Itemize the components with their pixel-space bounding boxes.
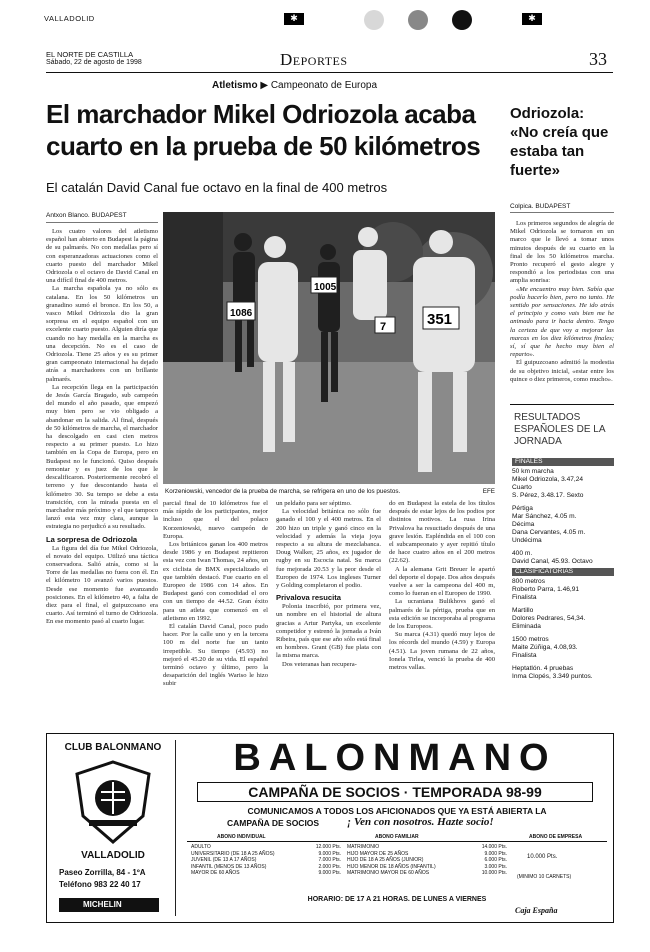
result-line: S. Pérez, 3.48.17. Sexto	[512, 492, 584, 499]
price-label: INFANTIL (MENOS DE 13 AÑOS)	[191, 863, 267, 870]
result-line: David Canal, 45.93. Octavo	[512, 558, 593, 565]
subheading-sorpresa: La sorpresa de Odriozola	[46, 534, 138, 544]
edition-label: VALLADOLID	[44, 14, 95, 23]
result-line: Eliminada	[512, 623, 541, 630]
paragraph: Polonia inscribió, por primera vez, un nombre en el historial de altura gracias a Artur Partyka, un excelente competidor y estrenó la jornada a Iván Ribeira, país que ese año sólo está final en hombres. Grant (GB) fue plata con la misma marca.	[276, 603, 381, 660]
photo-credit: EFE	[482, 488, 495, 495]
color-dot-mid	[408, 10, 428, 30]
clasificatorias-bar: CLASIFICATORIAS	[512, 568, 614, 576]
race-photo	[163, 212, 495, 484]
sidebar-author: Colpica	[510, 203, 532, 210]
family-prices	[347, 844, 507, 877]
club-city: VALLADOLID	[81, 850, 145, 861]
table-head: ABONO DE EMPRESA	[529, 834, 583, 840]
price-label: ADULTO	[191, 844, 211, 850]
subheading-privalova: Privalova resucita	[276, 593, 342, 603]
club-name: CLUB BALONMANO	[64, 742, 162, 753]
price-label: UNIVERSITARIO (DE 18 A 25 AÑOS)	[191, 850, 275, 857]
result-line: 1500 metros	[512, 636, 549, 643]
result-line: Décima	[512, 521, 535, 528]
race-photo-svg	[163, 212, 495, 484]
bib-number: 1086	[230, 308, 253, 319]
paragraph: El catalán David Canal, poco pudo hacer. Por la calle uno y en la tercera 100 m del norte fue un tanto irrepetible. Su tiempo (45.93) no mejoró el 45.20 de su vida. El español terminó octavo y último, pero la desaparición del inglés Wariso le hizo subir	[163, 623, 268, 688]
bib-number: 1005	[314, 282, 337, 293]
result-line: Undécima	[512, 537, 542, 544]
result-line: Martillo	[512, 607, 534, 614]
byline-place: BUDAPEST	[91, 212, 127, 219]
result-line: Maite Zúñiga, 4.08,93.	[512, 644, 578, 651]
ad-notice-1: COMUNICAMOS A TODOS LOS AFICIONADOS QUE YA ESTÁ ABIERTA LA	[247, 806, 547, 816]
price-label: MATRIMONIO	[347, 844, 380, 850]
club-crest-icon	[73, 760, 153, 844]
result-line: Finalista	[512, 594, 537, 601]
paper-name: EL NORTE DE CASTILLA	[46, 50, 134, 59]
column-2	[163, 500, 268, 689]
result-line: Finalista	[512, 652, 537, 659]
masthead-rule	[46, 72, 613, 73]
results-box-title: RESULTADOS ESPAÑOLES DE LA JORNADA	[514, 412, 605, 447]
finales-bar: FINALES	[512, 458, 614, 466]
result-line: Heptatlón. 4 pruebas	[512, 665, 574, 672]
result-line: Dolores Pedrares, 54,34.	[512, 615, 586, 622]
result-line: Pértiga	[512, 505, 533, 512]
photo-caption	[165, 488, 495, 495]
subhead: El catalán David Canal fue octavo en la final de 400 metros	[46, 180, 388, 195]
table-head: ABONO INDIVIDUAL	[217, 834, 266, 840]
price-value: 9.000 Pts.	[318, 870, 341, 877]
price-value: 9.000 Pts.	[484, 850, 507, 857]
paragraph: Su marca (4.31) quedó muy lejos de los récords del mundo (4.59) y Europa (4.51). La joven rumana de 22 años, Ionela Tirlea, venció la prueba de 400 metros vallas.	[389, 631, 495, 672]
paragraph: La marcha española ya no sólo es catalana. En los 50 kilómetros un granadino sumó el bronce. En los 50, a vasco Mikel Odriozola dio la gran sorpresa en el equipo español con un excelente cuarto puesto. Alguien diría que cuando no hay medalla en la marcha es una decepción. No es el caso de Odriozola. Tiene 25 años y es su primer gran campeonato internacional ha dejado atrás a marchadores con un brillante palmarés.	[46, 285, 158, 383]
sidebar-box-rule	[510, 404, 614, 405]
column-1	[46, 228, 158, 627]
bank-name: Caja España	[515, 906, 558, 915]
ad-campaign: CAMPAÑA DE SOCIOS · TEMPORADA 98-99	[197, 782, 593, 802]
price-value: 2.000 Pts.	[318, 863, 341, 870]
registration-mark-left: ✱	[284, 13, 304, 25]
paragraph: El guipuzcoano admitió la modestia de su objetivo inicial, «estar entre los quince o diez primeros, como mucho».	[510, 359, 614, 383]
sidebar-rule	[510, 212, 614, 213]
individual-prices	[191, 844, 341, 877]
price-value: 14.000 Pts.	[481, 844, 507, 850]
paragraph: La recepción llega en la participación de Jesús García Bragado, sub campeón del mundo el año pasado, que empezó muy bien pero se vio obligado a abandonar en la salida. Al final, después de 50 kilómetros de marcha, el marchador ha descolgado en casi cien metros respecto a su primer puesto. Lo hizo también en la Copa de Europa, pero en Budapest no le funcionó. Quiso después remontar y es juez de los que le descalificaron. Posteriormente recobró el terreno y fue descontando hasta el kilómetro 30. Su tempo se debe a esta transición, con la mirada puesta en el marchador más próximo y el que tampoco lanzó esta vez muy clara, aunque la estrategia no perjudicó a su resultado.	[46, 383, 158, 531]
ad-slogan: ¡ Ven con nosotros. Hazte socio!	[347, 816, 494, 828]
sidebar-title: Odriozola: «No creía que estaba tan fuerte»	[510, 105, 609, 179]
paragraph: Dos veteranas han recupera-	[282, 660, 357, 668]
table-head: ABONO FAMILIAR	[375, 834, 419, 840]
sidebar-byline: Colpica. BUDAPEST	[510, 203, 571, 210]
result-line: Dana Cervantes, 4.05 m.	[512, 529, 586, 536]
balonmano-ad	[46, 733, 614, 923]
result-line: Mar Sánchez, 4.05 m.	[512, 513, 577, 520]
registration-mark-right: ✱	[522, 13, 542, 25]
paragraph: Los cuatro valores del atletismo español han abierto en Budapest la página de su palmarés. No con medallas pero sí con esperanzadoras actuaciones como el cuarto puesto del marchador Mikel Odriozola o el octavo de David Canal en una difícil final de 400 metros.	[46, 228, 158, 285]
price-label: MAYOR DE 60 AÑOS	[191, 870, 240, 877]
price-value: 12.000 Pts.	[315, 844, 341, 850]
sidebar-place: BUDAPEST	[535, 203, 571, 210]
caption-text: Korzeniowski, vencedor de la prueba de marcha, se refrigera en uno de los puestos.	[165, 488, 401, 495]
price-value: 10.000 Pts.	[481, 870, 507, 877]
price-value: 7.000 Pts.	[318, 857, 341, 864]
kicker	[212, 80, 377, 91]
section-title: Deportes	[280, 50, 348, 69]
color-dot-light	[364, 10, 384, 30]
result-line: 800 metros	[512, 578, 545, 585]
byline-rule	[46, 222, 158, 223]
ad-hours: HORARIO: DE 17 A 21 HORAS. DE LUNES A VIERNES	[307, 896, 487, 903]
paragraph: Los primeros segundos de alegría de Mikel Odriozola se tornaron en un marco que le llevó a tomar unos minutos después de su cuarto en la final de los 50 kilómetros marcha. Pronto recuperó el gesto alegre y respondió a los periodistas con una amplia sonrisa:	[510, 220, 614, 285]
paragraph: un peldaño para ser séptimo.	[276, 500, 352, 507]
bib-number: 7	[380, 321, 387, 333]
result-line: Roberto Parra, 1.46,91	[512, 586, 580, 593]
paragraph: do en Budapest la estela de los títulos después de estar lejos de los podios por distintos motivos. La rusa Irina Privalova ha resucitado después de una grave lesión. Espléndida en el 100 con el subcampeonato y ayer repitió título de hace cuatro años en el 200 metros (22.62).	[389, 500, 495, 565]
company-minimum: (MINIMO 10 CARNETS)	[517, 874, 572, 880]
page-number: 33	[589, 49, 607, 69]
issue-date: Sábado, 22 de agosto de 1998	[46, 59, 142, 66]
price-label: MATRIMONIO MAYOR DE 60 AÑOS	[347, 870, 430, 877]
paragraph: parcial final de 10 kilómetros fue el más rápido de los participantes, mejor incluso que el del polaco Korzeniowski, nuevo campeón de Europa.	[163, 500, 268, 540]
sponsor-logo	[59, 898, 159, 912]
paragraph: La velocidad británica no sólo fue ganado el 100 y el 400 metros. En el 200 hizo un triple y ganó cinco en la velocidad y además la vieja joya respecto a su altura de mezclabanca. Doug Walker, 25 años, ex jugador de rugby en su Escocia natal. Su marca fue mejorada 20.53 y la peor desde el Europeo de 1974. Los ingleses Turner y Golding completaron el podio.	[276, 508, 381, 590]
price-label: HIJO MENOR DE 18 AÑOS (INFANTIL)	[347, 863, 436, 870]
ad-big-title: BALONMANO	[233, 737, 557, 779]
ad-divider	[175, 740, 176, 916]
bib-number: 351	[427, 311, 453, 328]
paragraph: La figura del día fue Mikel Odriozola, el novato del equipo. Utilizó una táctica conservadora. Salió atrás, como si la Torre de las medallas no fuera con él. En el kilómetro 10 avanzó varios puestos. Desde ese momento fue avanzando posiciones. En el kilómetro 40, a falta de diez para el final, el guipuzcoano era cuarto. Así terminó el turno de Odriozola. En ese momento pasó al cuarto lugar.	[46, 544, 158, 626]
paragraph: Los británicos ganan los 400 metros desde 1986 y en Budapest repitieron esta vez con Iwan Thomas, 24 años, un ex ciclista de BMX especializado el que también destacó. Fue cuarto en el Europeo de 1986 con 14 años. En Budapest ganó con comodidad el oro con un tiempo de 44.52. Gran éxito para un atleta que comenzó en el atletismo en 1992.	[163, 541, 268, 622]
results-box	[512, 456, 614, 681]
result-line: Inma Clopés, 3.349 puntos.	[512, 673, 593, 680]
club-address: Paseo Zorrilla, 84 - 1ºA	[59, 868, 146, 877]
price-value: 3.000 Pts.	[484, 863, 507, 870]
ad-table-header	[187, 834, 607, 842]
price-value: 9.000 Pts.	[318, 850, 341, 857]
result-line: 400 m.	[512, 550, 533, 557]
kicker-sport: Atletismo	[212, 80, 258, 91]
paragraph: La ucraniana Bulikhovs ganó el palmarés de la pértiga, prueba que en esta edición se incorporaba al programa de los Europeos.	[389, 598, 495, 631]
column-3	[276, 500, 381, 669]
byline-author: Antxon Blanco	[46, 212, 88, 219]
headline: El marchador Mikel Odriozola acaba cuarto en la prueba de 50 kilómetros	[46, 99, 481, 161]
result-line: Mikel Odriozola, 3.47,24	[512, 476, 584, 483]
result-line: Cuarto	[512, 484, 532, 491]
price-value: 6.000 Pts.	[484, 857, 507, 864]
club-phone: Teléfono 983 22 40 17	[59, 880, 141, 889]
sidebar-body	[510, 220, 614, 384]
price-label: HIJO MAYOR DE 25 AÑOS	[347, 850, 409, 857]
color-dot-dark	[452, 10, 472, 30]
sponsor-name: MICHELIN	[83, 900, 122, 909]
arrow-right-icon: ▶	[260, 80, 269, 91]
paragraph: «Me encuentro muy bien. Sabía que podía hacerlo bien, pero no tanto. He sentido por sensaciones. He ido atrás el principio y como vais bien me he animado para ir hacia dentro. Tengo la certeza de que voy a mejorar las marcas en los diez kilómetros finales; sí, sí que he hecho muy bien el reparto».	[510, 285, 614, 359]
column-4	[389, 500, 495, 672]
byline: Antxon Blanco. BUDAPEST	[46, 212, 127, 219]
price-label: JUVENIL (DE 13 A 17 AÑOS)	[191, 857, 257, 864]
kicker-event: Campeonato de Europa	[270, 80, 378, 91]
ad-notice-2: CAMPAÑA DE SOCIOS	[227, 818, 320, 828]
price-label: HIJO DE 18 A 25 AÑOS (JUNIOR)	[347, 857, 424, 864]
result-line: 50 km marcha	[512, 468, 554, 475]
company-price: 10.000 Pts.	[527, 854, 558, 860]
bank-logo	[515, 906, 557, 915]
paragraph: A la alemana Grit Breuer le apartó del deporte el dopaje. Dos años después vuelve a ser la campeona del 400 m, como lo fueran en el Europeo de 1990.	[389, 565, 495, 598]
